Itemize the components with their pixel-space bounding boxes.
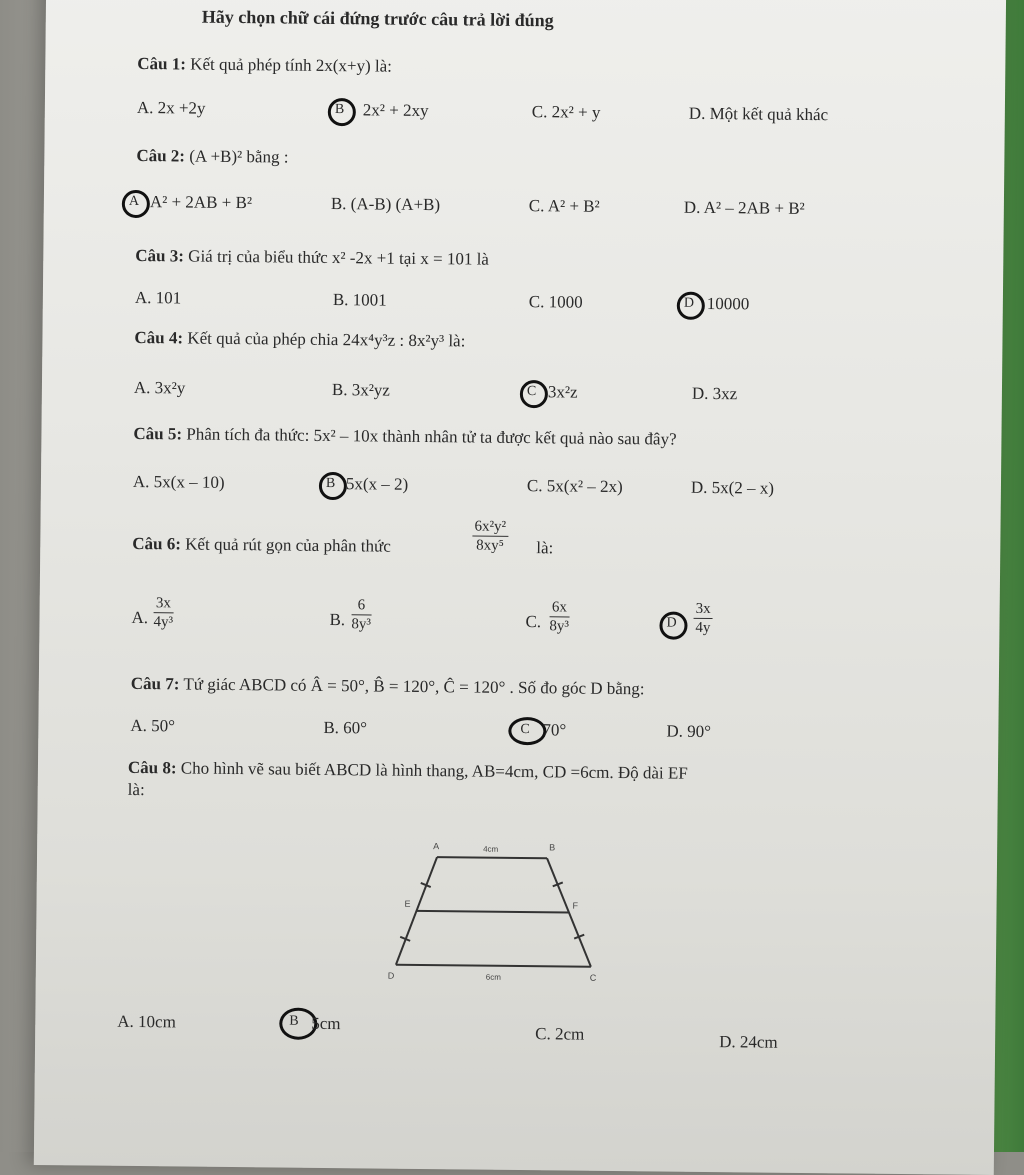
q7-option-b: B. 60°	[323, 717, 368, 738]
q3-option-b: B. 1001	[332, 290, 387, 310]
label-c: C	[589, 972, 597, 983]
question-8-label: Câu 8:	[127, 757, 177, 778]
segment-ab	[437, 857, 547, 858]
question-4-label: Câu 4:	[134, 327, 184, 348]
q6-option-c-den: 8y³	[549, 618, 570, 635]
label-f: F	[572, 900, 579, 911]
question-5	[133, 424, 676, 450]
question-6-end: là:	[536, 538, 554, 558]
question-6-label: Câu 6:	[132, 533, 182, 554]
question-6	[132, 534, 391, 557]
q6-option-b-den: 8y³	[351, 616, 372, 633]
question-1-text: Kết quả phép tính 2x(x+y) là:	[190, 54, 393, 76]
q6-option-c-num: 6x	[550, 598, 570, 617]
question-3-text: Giá trị của biểu thức x² -2x +1 tại x = 101 là	[188, 246, 489, 269]
q6-option-c	[549, 598, 569, 635]
q6-option-d-den: 4y	[695, 619, 711, 636]
q6-option-a-letter: A.	[131, 607, 149, 628]
q2-option-d: D. A² – 2AB + B²	[683, 197, 805, 218]
q1-option-a: A. 2x +2y	[136, 97, 206, 118]
q8-option-d: D. 24cm	[719, 1032, 778, 1052]
q1-option-c: C. 2x² + y	[531, 102, 601, 122]
page-title: Hãy chọn chữ cái đứng trước câu trả lời đúng	[201, 6, 554, 31]
trapezoid-figure	[376, 837, 618, 990]
q6-option-a	[153, 594, 173, 631]
label-b: B	[549, 842, 556, 853]
question-4-text: Kết quả của phép chia 24x⁴y³z : 8x²y³ là:	[187, 328, 466, 351]
label-e: E	[404, 898, 411, 909]
q1-option-b: 2x² + 2xy	[362, 100, 429, 121]
q6-option-b-num: 6	[352, 596, 372, 615]
q3-option-c: C. 1000	[528, 292, 583, 312]
q6-option-c-letter: C.	[525, 612, 542, 632]
q4-option-a: A. 3x²y	[133, 377, 186, 398]
q5-option-b-letter: B	[325, 475, 336, 492]
q3-option-a: A. 101	[134, 287, 182, 308]
q7-option-d: D. 90°	[666, 721, 712, 742]
q6-fraction-denominator: 8xy⁵	[476, 537, 504, 554]
q5-option-a: A. 5x(x – 10)	[132, 471, 225, 492]
question-7-label: Câu 7:	[130, 673, 180, 694]
q4-option-c: 3x²z	[547, 382, 578, 402]
q8-option-b-letter: B	[289, 1013, 299, 1029]
q3-option-d: 10000	[706, 293, 750, 314]
label-cd-length: 6cm	[485, 972, 501, 982]
q1-option-d: D. Một kết quả khác	[688, 103, 829, 125]
question-3-label: Câu 3:	[135, 245, 185, 266]
q2-option-a-letter: A	[128, 193, 140, 209]
q6-option-a-num: 3x	[154, 594, 174, 613]
q6-option-b	[351, 596, 371, 633]
label-a: A	[433, 841, 440, 852]
q6-option-d-num: 3x	[694, 600, 713, 619]
q6-option-d	[693, 600, 712, 637]
q5-option-d: D. 5x(2 – x)	[690, 477, 775, 498]
q6-option-a-den: 4y³	[153, 614, 174, 631]
question-2-text: (A +B)² bằng :	[189, 146, 289, 167]
q6-fraction-numerator: 6x²y²	[472, 518, 508, 537]
q2-option-b: B. (A-B) (A+B)	[330, 193, 441, 215]
question-7-text: Tứ giác ABCD có Â = 50°, B̂ = 120°, Ĉ = 120° . Số đo góc D bằng:	[183, 674, 645, 699]
q8-option-c: C. 2cm	[535, 1024, 585, 1044]
question-8	[128, 758, 688, 784]
q6-fraction	[472, 518, 508, 555]
question-2	[136, 146, 288, 168]
label-ab-length: 4cm	[483, 844, 499, 854]
q6-option-d-letter: D	[666, 615, 677, 631]
question-3	[135, 246, 489, 270]
q8-option-b: 5cm	[311, 1013, 341, 1034]
q3-option-d-letter: D	[683, 295, 695, 311]
question-7	[131, 674, 645, 699]
q2-option-c: C. A² + B²	[528, 196, 600, 216]
q5-option-c: C. 5x(x² – 2x)	[526, 476, 623, 497]
label-d: D	[387, 970, 395, 981]
exam-paper	[34, 0, 1006, 1175]
q4-option-b: B. 3x²yz	[331, 380, 391, 400]
q7-option-c-letter: C	[520, 722, 530, 738]
q2-option-a: A² + 2AB + B²	[149, 192, 253, 213]
question-5-label: Câu 5:	[133, 423, 183, 444]
q6-option-b-letter: B.	[329, 610, 346, 630]
question-8-end: là:	[127, 779, 145, 800]
q7-option-a: A. 50°	[130, 715, 176, 736]
question-8-text: Cho hình vẽ sau biết ABCD là hình thang, AB=4cm, CD =6cm. Độ dài EF	[180, 758, 688, 783]
q4-option-d: D. 3xz	[691, 383, 738, 404]
q8-option-a: A. 10cm	[117, 1011, 176, 1032]
segment-ef	[416, 911, 568, 913]
q1-option-b-letter: B	[334, 102, 345, 118]
question-5-text: Phân tích đa thức: 5x² – 10x thành nhân tử ta được kết quả nào sau đây?	[186, 424, 677, 449]
q5-option-b: 5x(x – 2)	[345, 474, 409, 494]
segment-dc	[396, 965, 591, 967]
question-4	[134, 328, 465, 351]
question-2-label: Câu 2:	[136, 145, 186, 166]
question-1-label: Câu 1:	[137, 53, 187, 74]
q7-option-c: 70°	[542, 720, 567, 740]
q4-option-c-letter: C	[526, 384, 537, 400]
question-1	[137, 54, 392, 77]
question-6-text: Kết quả rút gọn của phân thức	[185, 534, 391, 556]
